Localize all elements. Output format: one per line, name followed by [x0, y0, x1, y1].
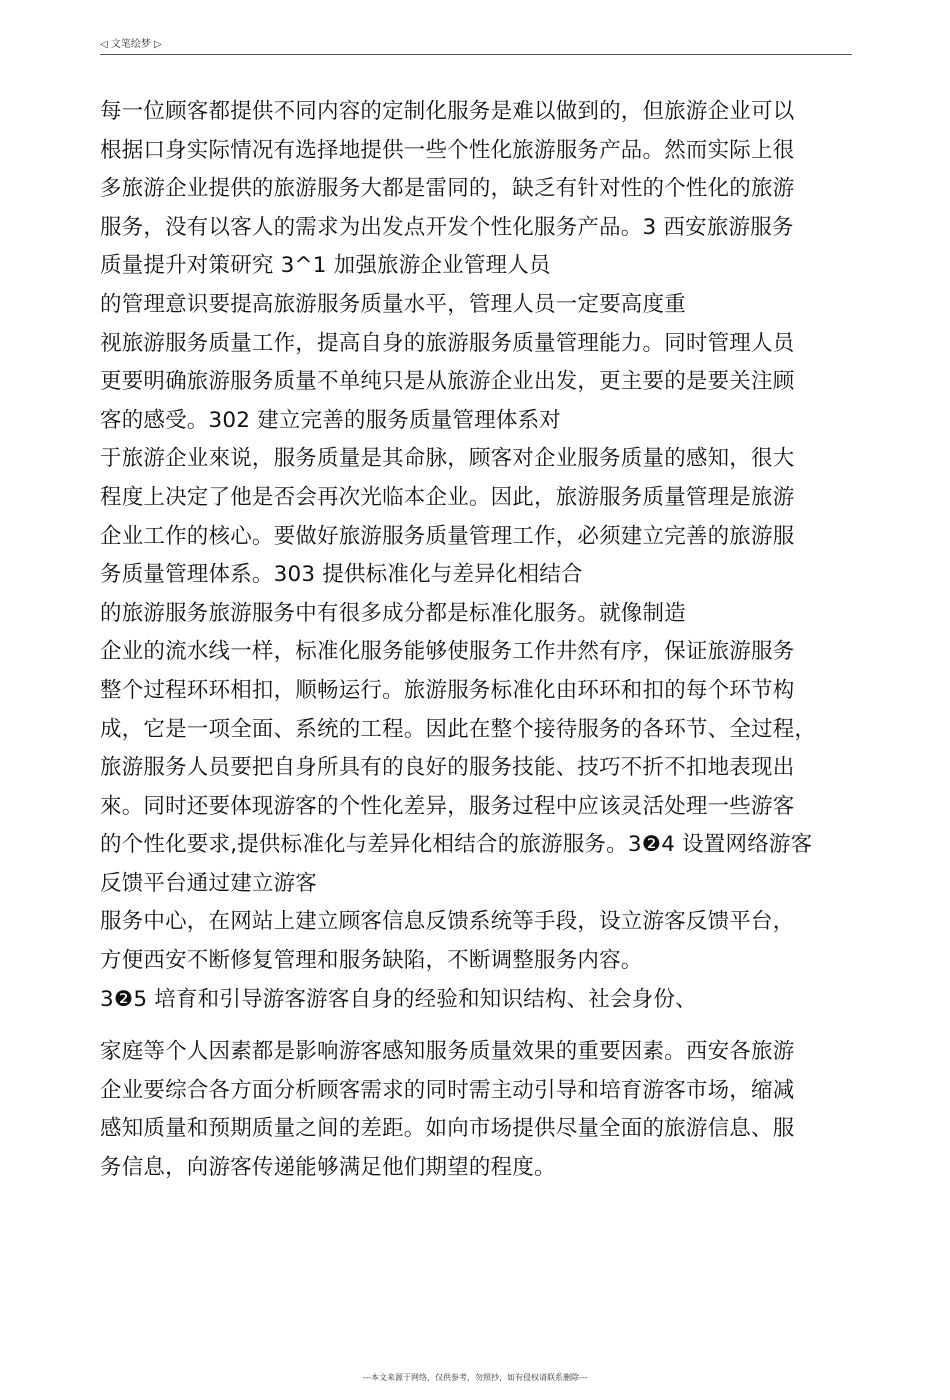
body-line: 感知质量和预期质量之间的差距。如向市场提供尽量全面的旅游信息、服: [100, 1116, 795, 1142]
body-line: 整个过程环环相扣，顺畅运行。旅游服务标准化由环环和扣的每个环节构: [100, 677, 795, 703]
body-line: 于旅游企业來说，服务质量是其命脉，顾客对企业服务质量的感知，很大: [100, 446, 795, 472]
page-footer: ---本文来源于网络，仅供参考，勿照抄，如有侵权请联系删除---: [362, 1373, 588, 1382]
body-line: 企业工作的核心。要做好旅游服务质量管理工作，必须建立完善的旅游服: [100, 523, 795, 549]
header-mark: ◁ 文笔绘梦 ▷: [100, 39, 162, 50]
body-line: 视旅游服务质量工作，提高自身的旅游服务质量管理能力。同时管理人员: [100, 330, 795, 356]
body-line: 家庭等个人因素都是影响游客感知服务质量效果的重要因素。西安各旅游: [100, 1039, 795, 1065]
body-line: 根据口身实际情况有选择地提供一些个性化旅游服务产品。然而实际上很: [100, 137, 795, 163]
body-line: 成，它是一项全面、系统的工程。因此在整个接待服务的各环节、全过程，: [100, 716, 817, 742]
body-line: 质量提升对策研究 3^1 加强旅游企业管理人员: [100, 253, 551, 279]
body-line: 多旅游企业提供的旅游服务大都是雷同的，缺乏有针对性的个性化的旅游: [100, 176, 795, 202]
body-line: 旅游服务人员要把自身所具有的良好的服务技能、技巧不折不扣地表现出: [100, 755, 795, 781]
page-header: [100, 38, 852, 55]
body-line: 务质量管理体系。303 提供标准化与差异化相结合: [100, 562, 583, 588]
body-line: 服务，没有以客人的需求为出发点开发个性化服务产品。3 西安旅游服务: [100, 214, 794, 240]
body-line: 反馈平台通过建立游客: [100, 870, 318, 896]
body-line: 企业的流水线一样，标准化服务能够使服务工作井然有序，保证旅游服务: [100, 639, 795, 665]
body-line: 程度上决定了他是否会再次光临本企业。因此，旅游服务质量管理是旅游: [100, 484, 795, 510]
body-line: 服务中心，在网站上建立顾客信息反馈系统等手段，设立游客反馈平台，: [100, 909, 795, 935]
body-line: 方便西安不断修复管理和服务缺陷，不断调整服务内容。: [100, 948, 643, 974]
body-line: 更要明确旅游服务质量不单纯只是从旅游企业出发，更主要的是要关注顾: [100, 369, 795, 395]
body-line: 企业要综合各方面分析顾客需求的同时需主动引导和培育游客市场，缩减: [100, 1077, 795, 1103]
paragraph-gap: [100, 1019, 860, 1033]
body-line: 3❷5 培育和引导游客游客自身的经验和知识结构、社会身份、: [100, 986, 697, 1012]
body-line: 的旅游服务旅游服务中有很多成分都是标准化服务。就像制造: [100, 600, 686, 626]
body-line: 务信息，向游客传递能够满足他们期望的程度。: [100, 1155, 556, 1181]
body-line: 每一位顾客都提供不同内容的定制化服务是难以做到的，但旅游企业可以: [100, 99, 795, 124]
body-line: 來。同时还要体现游客的个性化差异，服务过程中应该灵活处理一些游客: [100, 793, 795, 819]
body-line: 客的感受。302 建立完善的服务质量管理体系对: [100, 407, 561, 433]
body-line: 的个性化要求,提供标准化与差异化相结合的旅游服务。3❷4 设置网络游客: [100, 832, 813, 858]
body-line: 的管理意识要提高旅游服务质量水平，管理人员一定要高度重: [100, 291, 686, 317]
document-body: [100, 93, 860, 1188]
